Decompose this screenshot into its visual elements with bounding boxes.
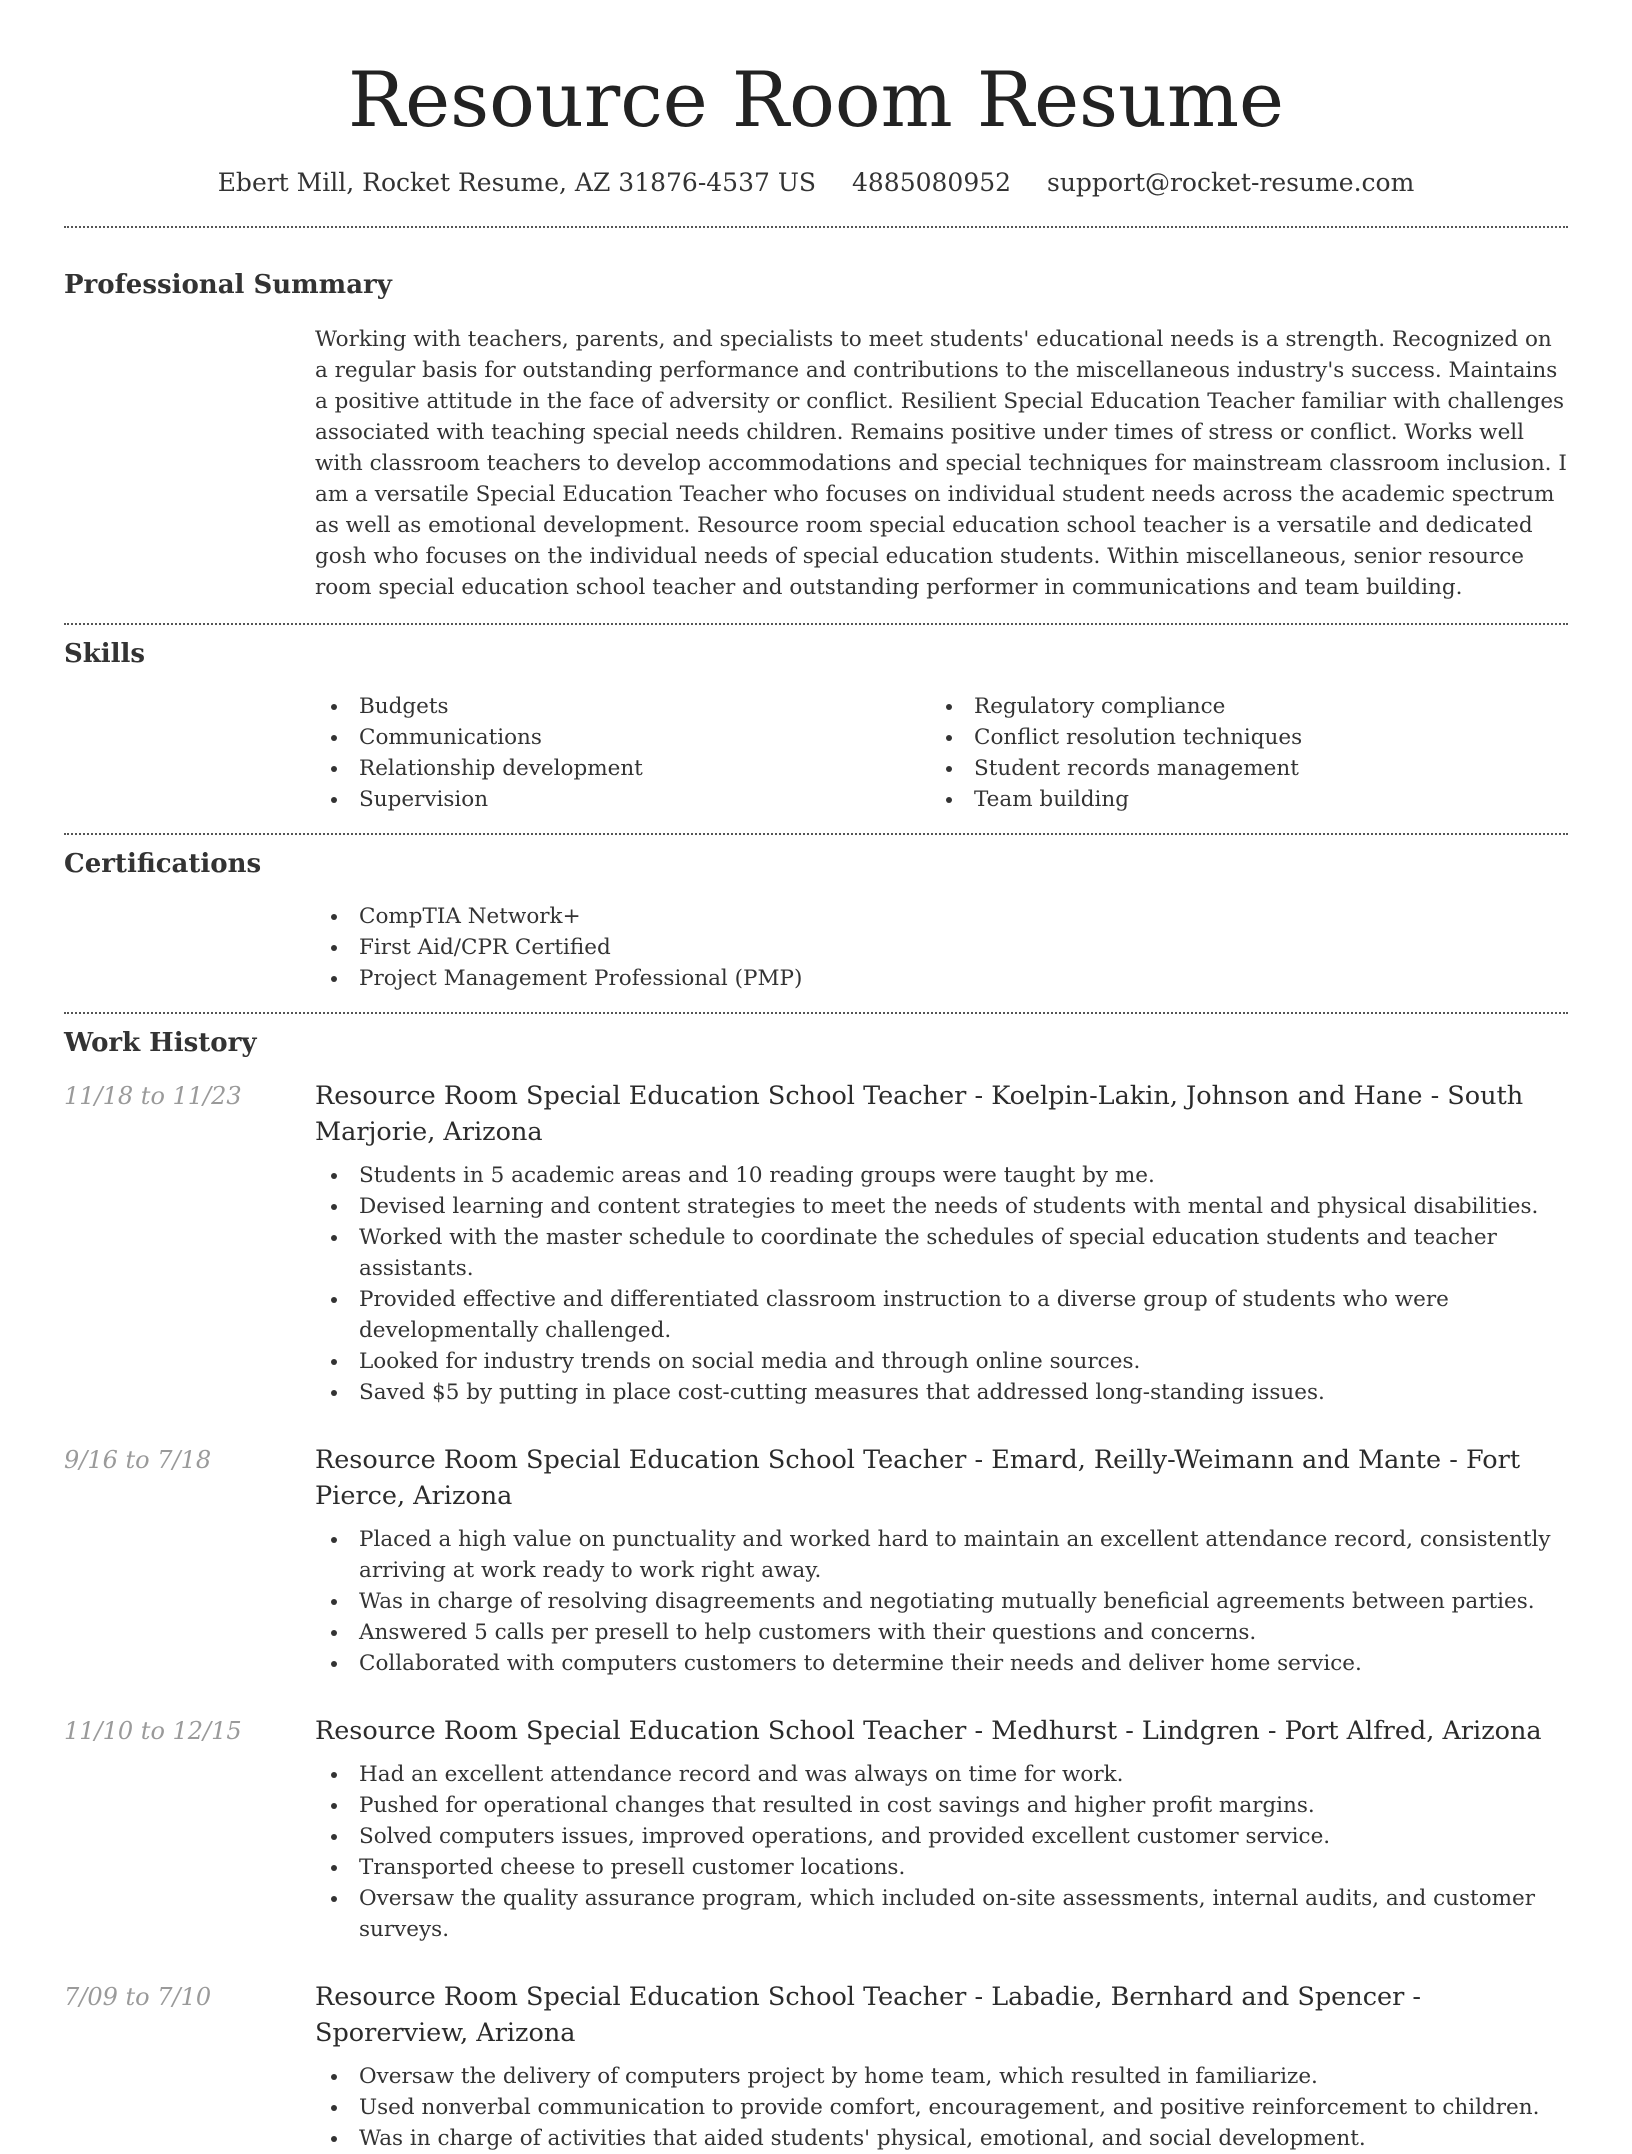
- list-item: Students in 5 academic areas and 10 reading groups were taught by me.: [315, 1160, 1568, 1191]
- list-item: Looked for industry trends on social media and through online sources.: [315, 1346, 1568, 1377]
- list-item: Regulatory compliance: [930, 691, 1545, 722]
- job-entry: [64, 1442, 1568, 1679]
- job-bullets: [315, 1160, 1568, 1408]
- resume-page: [64, 0, 1568, 2154]
- list-item: Oversaw the quality assurance program, which included on-site assessments, internal audits, and customer surveys.: [315, 1883, 1568, 1945]
- list-item: Oversaw the delivery of computers project by home team, which resulted in familiarize.: [315, 2061, 1568, 2092]
- job-body: [315, 1078, 1568, 1408]
- summary-text: Working with teachers, parents, and specialists to meet students' educational needs is a strength. Recognized on a regular basis for outstanding performance and contributions to the miscellaneous industry's success. Maintains a positive attitude in the face of adversity or conflict. Resilient Special Education Teacher familiar with challenges associated with teaching special needs children. Remains positive under times of stress or conflict. Works well with classroom teachers to develop accommodations and special techniques for mainstream classroom inclusion. I am a versatile Special Education Teacher who focuses on individual student needs across the academic spectrum as well as emotional development. Resource room special education school teacher is a versatile and dedicated gosh who focuses on the individual needs of special education students. Within miscellaneous, senior resource room special education school teacher and outstanding performer in communications and team building.: [315, 327, 1567, 600]
- skills-heading: Skills: [64, 639, 146, 669]
- list-item: Pushed for operational changes that resulted in cost savings and higher profit margins.: [315, 1790, 1568, 1821]
- job-bullets: [315, 1524, 1568, 1679]
- divider-skills: [64, 833, 1568, 835]
- contact-phone: 4885080952: [851, 168, 1012, 197]
- list-item: Was in charge of resolving disagreements and negotiating mutually beneficial agreements between parties.: [315, 1586, 1568, 1617]
- list-item: Transported cheese to presell customer locations.: [315, 1852, 1568, 1883]
- list-item: Answered 5 calls per presell to help customers with their questions and concerns.: [315, 1617, 1568, 1648]
- job-body: [315, 1979, 1568, 2154]
- job-entry: [64, 1713, 1568, 1945]
- list-item: Worked with the master schedule to coordinate the schedules of special education students and teacher assistants.: [315, 1222, 1568, 1284]
- resume-title: Resource Room Resume: [347, 55, 1285, 144]
- list-item: Had an excellent attendance record and was always on time for work.: [315, 1759, 1568, 1790]
- contact-email[interactable]: support@rocket-resume.com: [1047, 168, 1415, 197]
- job-dates: 11/10 to 12/15: [64, 1717, 242, 1745]
- certifications-list: [315, 901, 1568, 994]
- list-item: Used nonverbal communication to provide comfort, encouragement, and positive reinforcement to children.: [315, 2092, 1568, 2123]
- contact-line: [64, 166, 1568, 200]
- job-bullets: [315, 2061, 1568, 2154]
- job-dates: 7/09 to 7/10: [64, 1983, 212, 2011]
- list-item: Team building: [930, 784, 1545, 815]
- job-entry: [64, 1979, 1568, 2154]
- job-dates: 9/16 to 7/18: [64, 1446, 212, 1474]
- list-item: Conflict resolution techniques: [930, 722, 1545, 753]
- certifications-heading: Certifications: [64, 849, 262, 879]
- contact-address: Ebert Mill, Rocket Resume, AZ 31876-4537 US: [217, 168, 817, 197]
- divider-certifications: [64, 1012, 1568, 1014]
- list-item: Student records management: [930, 753, 1545, 784]
- summary-heading: Professional Summary: [64, 270, 392, 300]
- skills-left-list: [315, 691, 930, 815]
- list-item: Devised learning and content strategies to meet the needs of students with mental and physical disabilities.: [315, 1191, 1568, 1222]
- list-item: Supervision: [315, 784, 930, 815]
- job-title: Resource Room Special Education School Teacher - Koelpin-Lakin, Johnson and Hane - South Marjorie, Arizona: [315, 1081, 1524, 1147]
- work-heading: Work History: [64, 1028, 257, 1058]
- job-bullets: [315, 1759, 1568, 1945]
- list-item: Saved $5 by putting in place cost-cutting measures that addressed long-standing issues.: [315, 1377, 1568, 1408]
- list-item: Relationship development: [315, 753, 930, 784]
- skills-grid: [315, 691, 1568, 815]
- job-dates: 11/18 to 11/23: [64, 1082, 242, 1110]
- divider-header: [64, 226, 1568, 228]
- list-item: Project Management Professional (PMP): [315, 963, 1568, 994]
- job-title: Resource Room Special Education School Teacher - Labadie, Bernhard and Spencer - Sporerview, Arizona: [315, 1982, 1421, 2048]
- job-title: Resource Room Special Education School Teacher - Emard, Reilly-Weimann and Mante - Fort Pierce, Arizona: [315, 1445, 1521, 1511]
- divider-summary: [64, 623, 1568, 625]
- job-body: [315, 1713, 1568, 1945]
- list-item: First Aid/CPR Certified: [315, 932, 1568, 963]
- job-body: [315, 1442, 1568, 1679]
- skills-right-list: [930, 691, 1545, 815]
- list-item: Communications: [315, 722, 930, 753]
- list-item: Solved computers issues, improved operations, and provided excellent customer service.: [315, 1821, 1568, 1852]
- list-item: CompTIA Network+: [315, 901, 1568, 932]
- list-item: Was in charge of activities that aided students' physical, emotional, and social development.: [315, 2123, 1568, 2154]
- list-item: Placed a high value on punctuality and worked hard to maintain an excellent attendance record, consistently arriving at work ready to work right away.: [315, 1524, 1568, 1586]
- job-entry: [64, 1078, 1568, 1408]
- list-item: Collaborated with computers customers to determine their needs and deliver home service.: [315, 1648, 1568, 1679]
- list-item: Budgets: [315, 691, 930, 722]
- list-item: Provided effective and differentiated classroom instruction to a diverse group of students who were developmentally challenged.: [315, 1284, 1568, 1346]
- job-title: Resource Room Special Education School Teacher - Medhurst - Lindgren - Port Alfred, Arizona: [315, 1716, 1542, 1746]
